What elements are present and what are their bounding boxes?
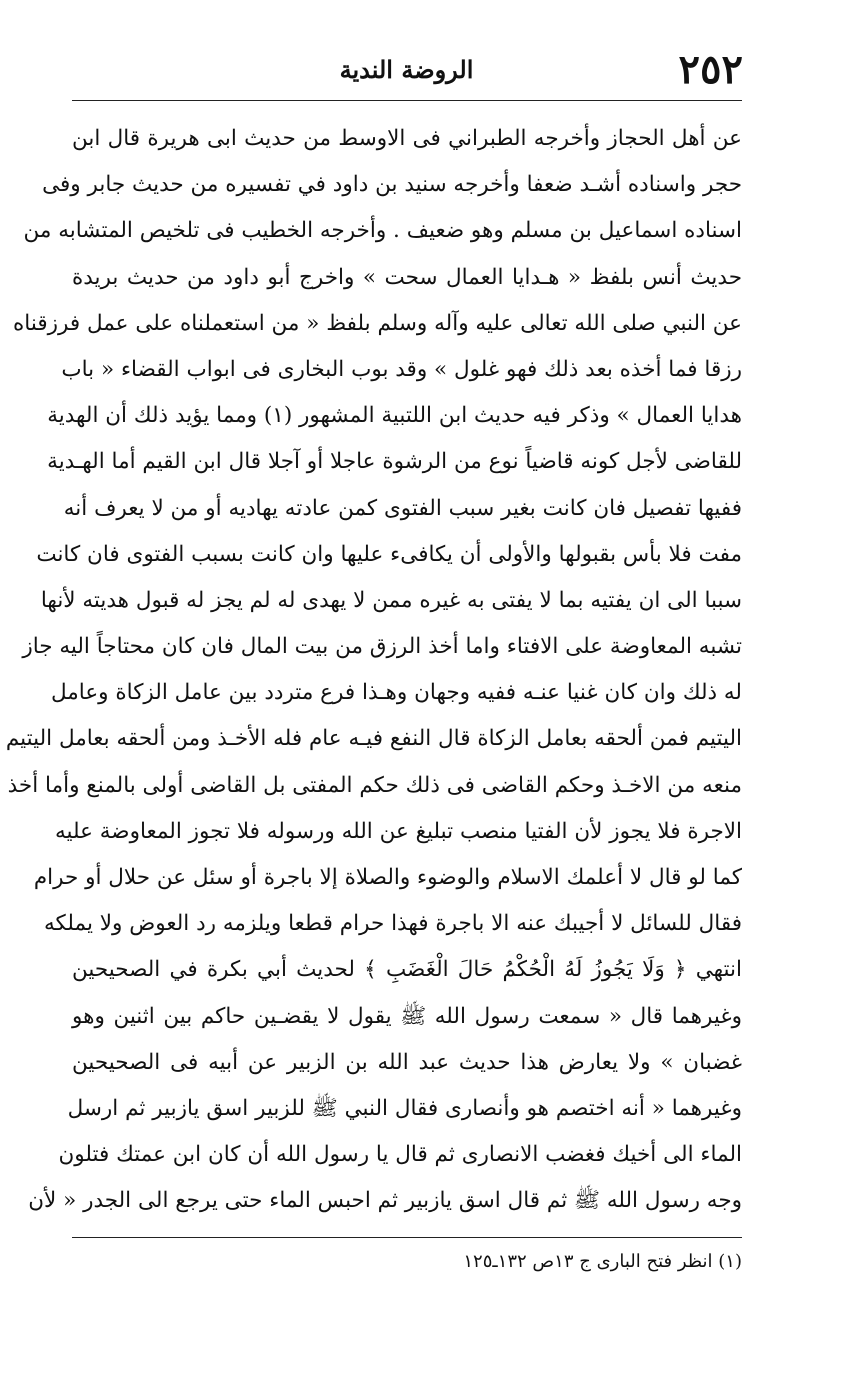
text-line: حجر واسناده أشـد ضعفا وأخرجه سنيد بن داود في تفسيره من حديث جابر وفى — [42, 172, 742, 198]
text-line: وغيرهما « أنه اختصم هو وأنصارى فقال النبي ﷺ للزبير اسق يازبير ثم ارسل — [67, 1095, 742, 1121]
text-line: الاجرة فلا يجوز لأن الفتيا منصب تبليغ عن الله ورسوله فلا تجوز المعاوضة عليه — [54, 818, 742, 844]
text-line: فقال للسائل لا أجيبك عنه الا باجرة فهذا حرام قطعا ويلزمه رد العوض ولا يملكه — [44, 911, 742, 937]
page-header — [70, 44, 743, 96]
text-line: رزقا فما أخذه بعد ذلك فهو غلول » وقد بوب البخارى فى ابواب القضاء « باب — [61, 356, 742, 382]
text-line: اليتيم فمن ألحقه بعامل الزكاة قال النفع فيـه عام فله الأخـذ ومن ألحقه بعامل اليتيم — [5, 726, 742, 752]
text-line: للقاضى لأجل كونه قاضياً نوع من الرشوة عاجلا أو آجلا قال ابن القيم أما الهـدية — [47, 449, 742, 475]
running-title: الروضة الندية — [339, 55, 474, 84]
text-line: له ذلك وان كان غنيا عنـه ففيه وجهان وهـذا فرع متردد بين عامل الزكاة وعامل — [50, 680, 742, 706]
footnote: (١) انظر فتح البارى ج ١٣ص ١٣٢ـ١٢٥ — [463, 1251, 742, 1272]
header-rule — [72, 100, 742, 101]
text-line: ففيها تفصيل فان كانت بغير سبب الفتوى كمن عادته يهاديه أو من لا يعرف أنه — [63, 495, 742, 521]
page-number: ٢٥٢ — [678, 46, 743, 93]
text-line: تشبه المعاوضة على الافتاء واما أخذ الرزق من بيت المال فان كان محتاجاً اليه جاز — [22, 634, 742, 660]
text-line: كما لو قال لا أعلمك الاسلام والوضوء والصلاة إلا باجرة أو سئل عن حلال أو حرام — [33, 865, 742, 890]
text-line: وغيرهما قال « سمعت رسول الله ﷺ يقول لا يقضـين حاكم بين اثنين وهو — [72, 1003, 742, 1029]
text-line: مفت فلا بأس بقبولها والأولى أن يكافىء عليها وان كانت بسبب الفتوى فان كانت — [36, 541, 742, 567]
text-line: الماء الى أخيك فغضب الانصارى ثم قال يا رسول الله أن كان ابن عمتك فتلون — [58, 1142, 742, 1168]
text-line: اسناده اسماعيل بن مسلم وهو ضعيف . وأخرجه الخطيب فى تلخيص المتشابه من — [23, 218, 742, 244]
text-line: منعه من الاخـذ وحكم القاضى فى ذلك حكم المفتى بل القاضى أولى بالمنع وأما أخذ — [7, 772, 742, 798]
body-text — [5, 116, 742, 1225]
text-line: عن أهل الحجاز وأخرجه الطبراني فى الاوسط من حديث ابى هريرة قال ابن — [72, 126, 742, 151]
text-line: حديث أنس بلفظ « هـدايا العمال سحت » واخرج أبو داود من حديث بريدة — [72, 264, 742, 290]
text-line: عن النبي صلى الله تعالى عليه وآله وسلم بلفظ « من استعملناه على عمل فرزقناه — [13, 310, 742, 336]
text-line: هدايا العمال » وذكر فيه حديث ابن اللتبية المشهور (١) ومما يؤيد ذلك أن الهدية — [47, 403, 742, 429]
text-line: غضبان » ولا يعارض هذا حديث عبد الله بن الزبير عن أبيه فى الصحيحين — [72, 1049, 742, 1075]
text-line: سببا الى ان يفتيه بما لا يفتى به غيره ممن لا يهدى له لم يجز له قبول هديته لأنها — [40, 587, 742, 613]
text-line: انتهي ﴿ وَلَا يَجُوزُ لَهُ الْحُكْمُ حَالَ الْغَضَبِ ﴾ لحديث أبي بكرة في الصحيحين — [72, 957, 742, 983]
text-line: وجه رسول الله ﷺ ثم قال اسق يازبير ثم احبس الماء حتى يرجع الى الجدر « لأن — [28, 1188, 742, 1214]
footnote-rule — [72, 1237, 742, 1238]
